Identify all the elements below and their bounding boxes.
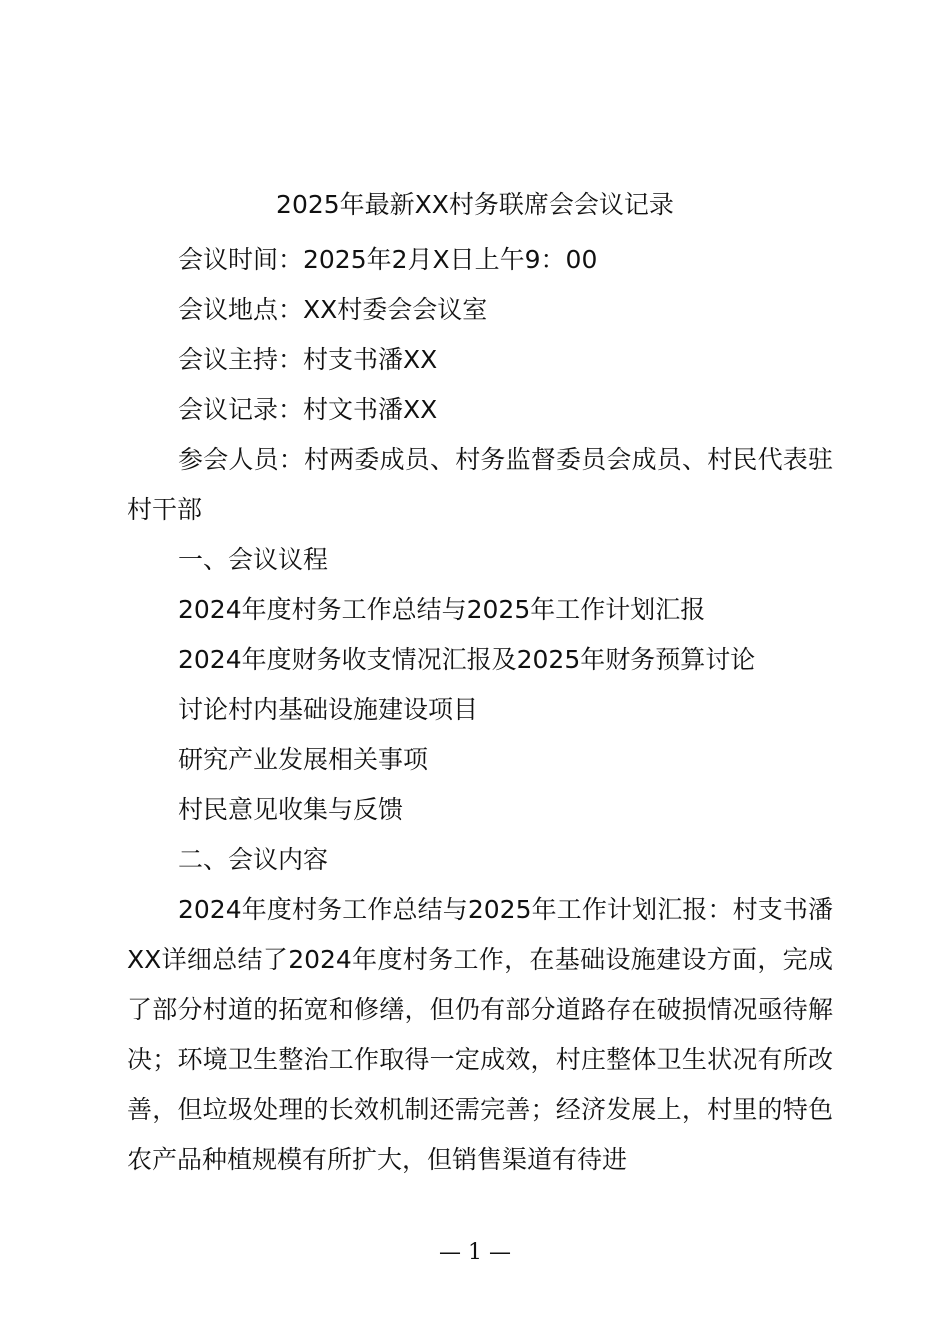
meeting-location: 会议地点：XX村委会会议室: [178, 295, 488, 324]
document-title: 2025年最新XX村务联席会会议记录: [276, 190, 674, 219]
meeting-recorder: 会议记录：村文书潘XX: [178, 395, 438, 424]
agenda-item: 讨论村内基础设施建设项目: [178, 695, 479, 724]
agenda-item: 研究产业发展相关事项: [178, 745, 429, 774]
meeting-host: 会议主持：村支书潘XX: [178, 345, 438, 374]
agenda-item: 村民意见收集与反馈: [178, 795, 404, 824]
agenda-item: 2024年度村务工作总结与2025年工作计划汇报: [178, 595, 706, 624]
document-body: [127, 235, 833, 1185]
meeting-attendees: 参会人员：村两委成员、村务监督委员会成员、村民代表驻村干部: [127, 445, 833, 524]
section-heading-content: 二、会议内容: [178, 845, 329, 874]
page-number: — 1 —: [439, 1240, 511, 1265]
agenda-item: 2024年度财务收支情况汇报及2025年财务预算讨论: [178, 645, 756, 674]
meeting-time: 会议时间：2025年2月X日上午9：00: [178, 245, 598, 274]
section-heading-agenda: 一、会议议程: [178, 545, 329, 574]
content-paragraph: 2024年度村务工作总结与2025年工作计划汇报：村支书潘XX详细总结了2024年度村务工作，在基础设施建设方面，完成了部分村道的拓宽和修缮，但仍有部分道路存在破损情况亟待解决；环境卫生整治工作取得一定成效，村庄整体卫生状况有所改善，但垃圾处理的长效机制还需完善；经济发展上，村里的特色农产品种植规模有所扩大，但销售渠道有待进: [127, 895, 833, 1174]
